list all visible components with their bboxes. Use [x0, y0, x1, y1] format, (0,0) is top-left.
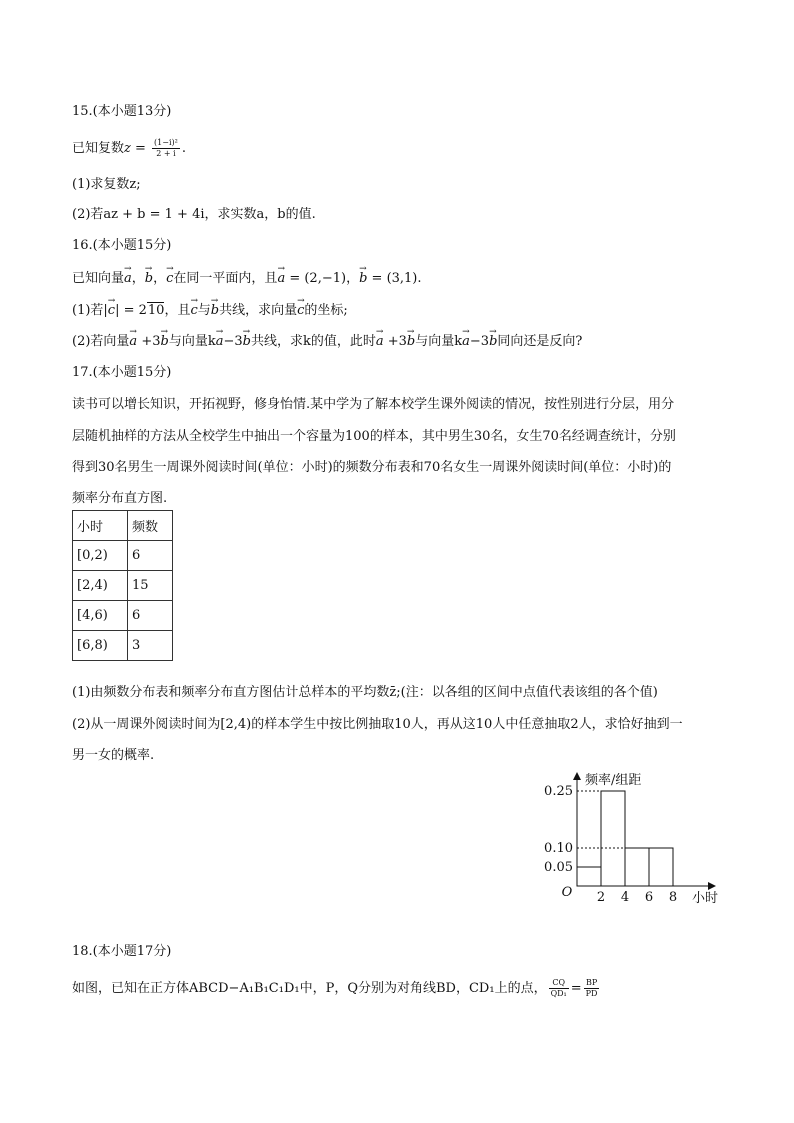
- frequency-histogram: [540, 768, 730, 913]
- table-row: [73, 571, 173, 601]
- table-cell-interval: [0,2): [73, 541, 128, 571]
- q16-vec-a: → a: [124, 270, 132, 288]
- q16-p1-vec-c2: → c: [190, 302, 197, 320]
- q16-p1-b: | = 2: [115, 303, 147, 318]
- q16-p2-e: 共线，求k的值，此时: [250, 334, 376, 349]
- q16-p2-vec-a2: → a: [216, 333, 224, 351]
- frequency-table: [72, 510, 173, 661]
- y-tick-label: 0.05: [544, 860, 573, 875]
- q15-part1: (1)求复数z;: [72, 177, 141, 192]
- q18-fraction-cq: [549, 978, 569, 999]
- q16-vec-c: → c: [166, 270, 173, 288]
- q15-stem-end: .: [181, 141, 186, 156]
- table-header-row: [73, 511, 173, 541]
- q17-part1: (1)由频数分布表和频率分布直方图估计总样本的平均数z̄;(注：以各组的区间中点值代表该组的各个值): [72, 685, 658, 700]
- q17-para-line4: 频率分布直方图.: [72, 491, 168, 506]
- q16-p2-vec-b3: → b: [407, 333, 415, 351]
- q16-p1-f: 的坐标;: [304, 303, 348, 318]
- table-cell-count: 6: [128, 541, 173, 571]
- q16-p2-f: 同向还是反向?: [497, 334, 583, 349]
- q16-p1-c: ，且: [164, 303, 191, 318]
- q15-part2: (2)若az + b = 1 + 4i，求实数a，b的值.: [72, 207, 316, 222]
- table-cell-count: 6: [128, 601, 173, 631]
- q16-p2-a: (2)若向量: [72, 334, 130, 349]
- origin-label: O: [561, 885, 573, 900]
- q16-p1-e: 共线，求向量: [219, 303, 298, 318]
- x-tick-label: 2: [596, 890, 606, 905]
- table-row: [73, 601, 173, 631]
- q16-p2-b2: +3: [383, 334, 407, 349]
- q16-p2-d: −3: [223, 334, 243, 349]
- table-cell-interval: [2,4): [73, 571, 128, 601]
- q15-stem-text: 已知复数: [72, 141, 125, 156]
- q18-stem: [72, 978, 601, 999]
- q16-vec-b2: → b: [359, 270, 367, 288]
- table-cell-interval: [4,6): [73, 601, 128, 631]
- table-row: [73, 631, 173, 661]
- q16-stem-a: 已知向量: [72, 271, 125, 286]
- q16-part2: [72, 333, 582, 351]
- histogram-bar: [577, 867, 601, 886]
- q16-p2-vec-a: → a: [129, 333, 137, 351]
- q16-p2-c: 与向量k: [168, 334, 216, 349]
- y-tick-label: 0.25: [544, 784, 573, 799]
- q16-p1-vec-c3: → c: [297, 302, 304, 320]
- histogram-bar: [625, 848, 649, 886]
- q15-fraction: [152, 138, 180, 159]
- q16-stem-b: 在同一平面内，且: [173, 271, 278, 286]
- q18-stem-text: 如图，已知在正方体ABCD−A₁B₁C₁D₁中，P，Q分别为对角线BD，CD₁上的点，: [72, 981, 547, 996]
- table-header-hours: 小时: [73, 511, 128, 541]
- table-cell-interval: [6,8): [73, 631, 128, 661]
- histogram-axes: [573, 772, 716, 890]
- q16-part1: [72, 302, 348, 320]
- q17-para-line1: 读书可以增长知识，开拓视野，修身怡情.某中学为了解本校学生课外阅读的情况，按性别进行分层，用分: [72, 397, 675, 412]
- q18-f1-den: QD₁: [550, 989, 567, 998]
- table-cell-count: 15: [128, 571, 173, 601]
- x-tick-label: 6: [644, 890, 654, 905]
- q16-b-value: = (3,1).: [367, 271, 422, 286]
- q17-part2-line2: 男一女的概率.: [72, 748, 155, 763]
- q16-vec-b: → b: [145, 270, 153, 288]
- q16-stem: 已知向量→ a，→ b，→ c在同一平面内，且→ a = (2,−1)，→ b = (3,1).: [72, 270, 422, 288]
- x-axis-arrow: [708, 882, 716, 890]
- q16-p2-vec-b4: → b: [489, 333, 497, 351]
- q15-heading: 15.(本小题13分): [72, 104, 172, 119]
- q15-frac-den: 2 + i: [156, 149, 176, 158]
- table-cell-count: 3: [128, 631, 173, 661]
- histogram-bars: [577, 791, 673, 886]
- q16-p1-a: (1)若|: [72, 303, 108, 318]
- q16-p2-c2: 与向量k: [415, 334, 463, 349]
- x-tick-label: 8: [668, 890, 678, 905]
- x-axis-title: 小时: [692, 891, 719, 906]
- histogram-bar: [649, 848, 673, 886]
- q17-part2-line1: (2)从一周课外阅读时间为[2,4)的样本学生中按比例抽取10人，再从这10人中任意抽取2人，求恰好抽到一: [72, 717, 683, 732]
- q17-para-line2: 层随机抽样的方法从全校学生中抽出一个容量为100的样本，其中男生30名，女生70名经调查统计，分别: [72, 429, 676, 444]
- q16-p2-vec-b2: → b: [243, 333, 251, 351]
- x-tick-label: 4: [620, 890, 630, 905]
- q15-eq: =: [130, 141, 151, 156]
- q16-p2-vec-a3: → a: [376, 333, 384, 351]
- q16-p2-d2: −3: [469, 334, 490, 349]
- table-header-count: 频数: [128, 511, 173, 541]
- q16-p2-vec-a4: → a: [462, 333, 470, 351]
- q16-p1-vec-c: → c: [108, 302, 115, 320]
- q16-vec-a2: → a: [277, 270, 285, 288]
- q16-a-value: = (2,−1)，: [285, 271, 360, 286]
- q17-para-line3: 得到30名男生一周课外阅读时间(单位：小时)的频数分布表和70名女生一周课外阅读时间(单位：小时)的: [72, 460, 672, 475]
- q15-z: z: [124, 141, 131, 156]
- q18-fraction-bp: [584, 978, 600, 999]
- y-tick-label: 0.10: [544, 841, 573, 856]
- y-axis-title: 频率/组距: [585, 773, 642, 788]
- q16-p1-vec-b: → b: [211, 302, 219, 320]
- q16-sqrt: 10: [147, 303, 165, 318]
- q18-f1-num: CQ: [549, 978, 569, 989]
- q18-eq: =: [570, 981, 582, 996]
- q18-f2-num: BP: [584, 978, 600, 989]
- q16-p2-b: +3: [137, 334, 161, 349]
- q18-heading: 18.(本小题17分): [72, 944, 172, 959]
- q16-heading: 16.(本小题15分): [72, 238, 172, 253]
- q15-frac-num: (1−i)²: [154, 138, 178, 147]
- histogram-bar: [601, 791, 625, 886]
- q17-heading: 17.(本小题15分): [72, 365, 172, 380]
- q16-p1-d: 与: [197, 303, 211, 318]
- q15-stem: [72, 138, 186, 159]
- y-axis-arrow: [573, 772, 581, 780]
- q16-p2-vec-b: → b: [160, 333, 168, 351]
- table-row: [73, 541, 173, 571]
- q18-f2-den: PD: [585, 989, 598, 998]
